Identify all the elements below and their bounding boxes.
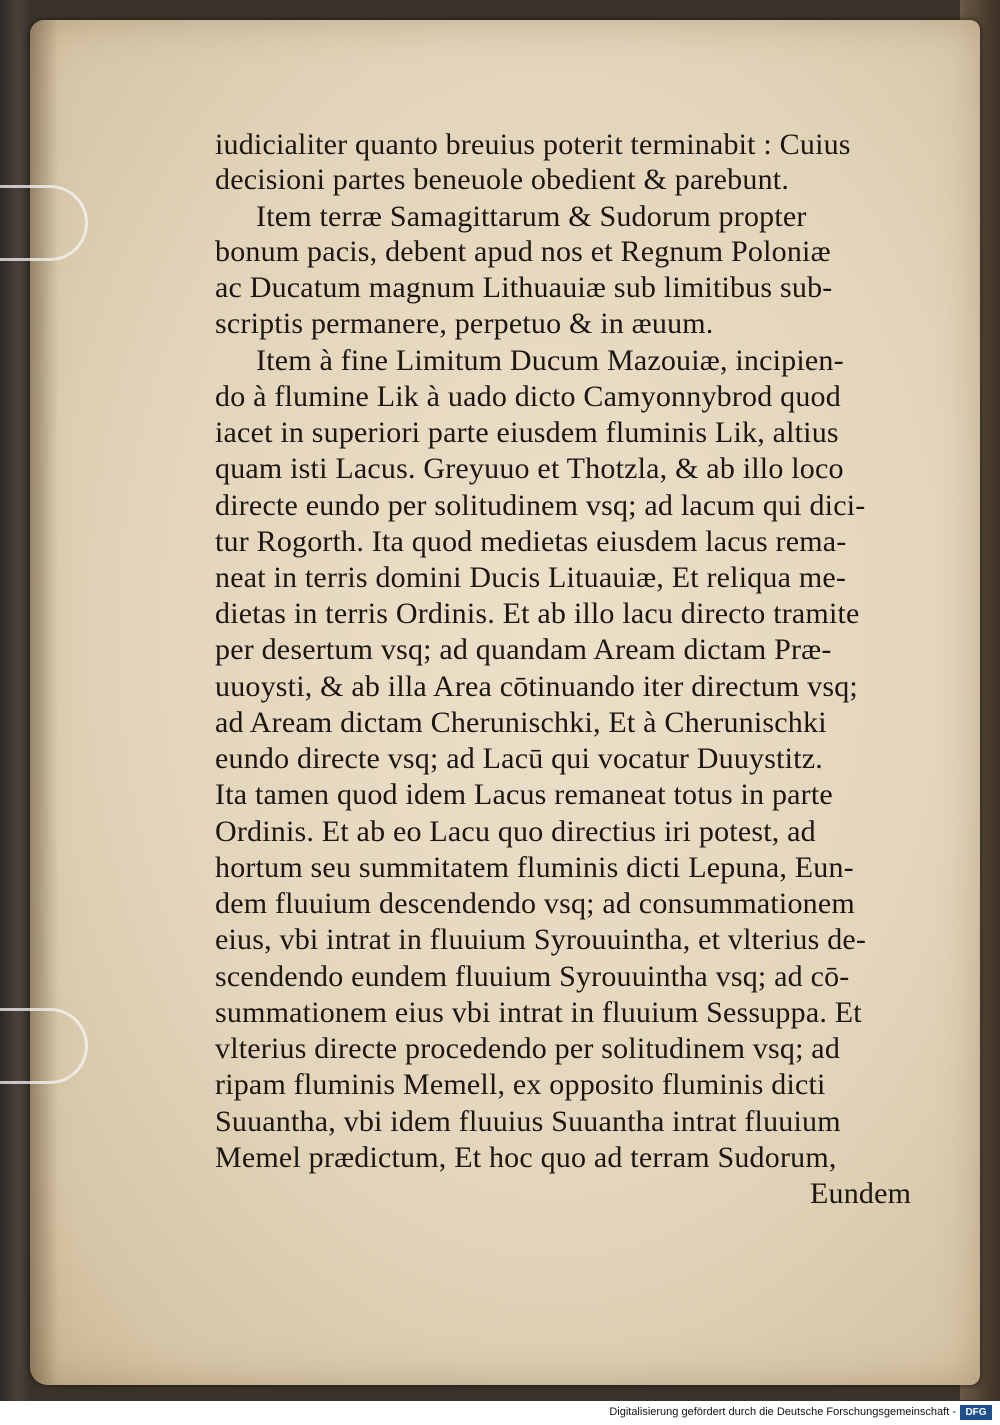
text-line: quam isti Lacus. Greyuuo et Thotzla, & ab illo loco	[215, 452, 844, 485]
text-line: summationem eius vbi intrat in fluuium Sessuppa. Et	[215, 996, 862, 1029]
text-line: ad Aream dictam Cherunischki, Et à Cherunischki	[215, 706, 827, 739]
text-line: scriptis permanere, perpetuo & in æuum.	[215, 307, 714, 340]
text-line: eundo directe vsq; ad Lacū qui vocatur Duuystitz.	[215, 742, 823, 775]
footer-credit: Digitalisierung gefördert durch die Deutsche Forschungsgemeinschaft -	[609, 1406, 956, 1418]
text-line: do à flumine Lik à uado dicto Camyonnybrod quod	[215, 380, 841, 413]
text-line: ac Ducatum magnum Lithuauiæ sub limitibus sub-	[215, 271, 833, 304]
text-line: Ita tamen quod idem Lacus remaneat totus in parte	[215, 778, 833, 811]
text-line: dem fluuium descendendo vsq; ad consummationem	[215, 887, 855, 920]
dfg-logo: DFG	[960, 1405, 992, 1420]
text-line: decisioni partes beneuole obedient & parebunt.	[215, 163, 790, 196]
text-line: Item terræ Samagittarum & Sudorum propter	[256, 200, 807, 233]
text-line: eius, vbi intrat in fluuium Syrouuintha, et vlterius de-	[215, 923, 867, 956]
text-line: per desertum vsq; ad quandam Aream dictam Præ-	[215, 633, 832, 666]
text-line: dietas in terris Ordinis. Et ab illo lacu directo tramite	[215, 597, 860, 630]
text-line: iacet in superiori parte eiusdem fluminis Lik, altius	[215, 416, 839, 449]
text-line: ripam fluminis Memell, ex opposito fluminis dicti	[215, 1068, 826, 1101]
text-line: directe eundo per solitudinem vsq; ad lacum qui dici-	[215, 489, 866, 522]
text-line: neat in terris domini Ducis Lituauiæ, Et reliqua me-	[215, 561, 847, 594]
text-line: bonum pacis, debent apud nos et Regnum Poloniæ	[215, 235, 831, 268]
catchword: Eundem	[810, 1177, 912, 1210]
text-line: hortum seu summitatem fluminis dicti Lepuna, Eun-	[215, 851, 854, 884]
text-line: tur Rogorth. Ita quod medietas eiusdem lacus rema-	[215, 525, 847, 558]
text-line: scendendo eundem fluuium Syrouuintha vsq; ad cō-	[215, 960, 850, 993]
text-line: uuoysti, & ab illa Area cōtinuando iter directum vsq;	[215, 670, 858, 703]
text-line: Memel prædictum, Et hoc quo ad terram Sudorum,	[215, 1141, 837, 1174]
text-line: Suuantha, vbi idem fluuius Suuantha intrat fluuium	[215, 1105, 841, 1138]
footer-bar	[0, 1401, 1000, 1425]
text-line: Ordinis. Et ab eo Lacu quo directius iri potest, ad	[215, 815, 816, 848]
text-line: iudicialiter quanto breuius poterit terminabit : Cuius	[215, 128, 851, 161]
text-line: vlterius directe procedendo per solitudinem vsq; ad	[215, 1032, 841, 1065]
text-line: Item à fine Limitum Ducum Mazouiæ, incipien-	[256, 344, 844, 377]
